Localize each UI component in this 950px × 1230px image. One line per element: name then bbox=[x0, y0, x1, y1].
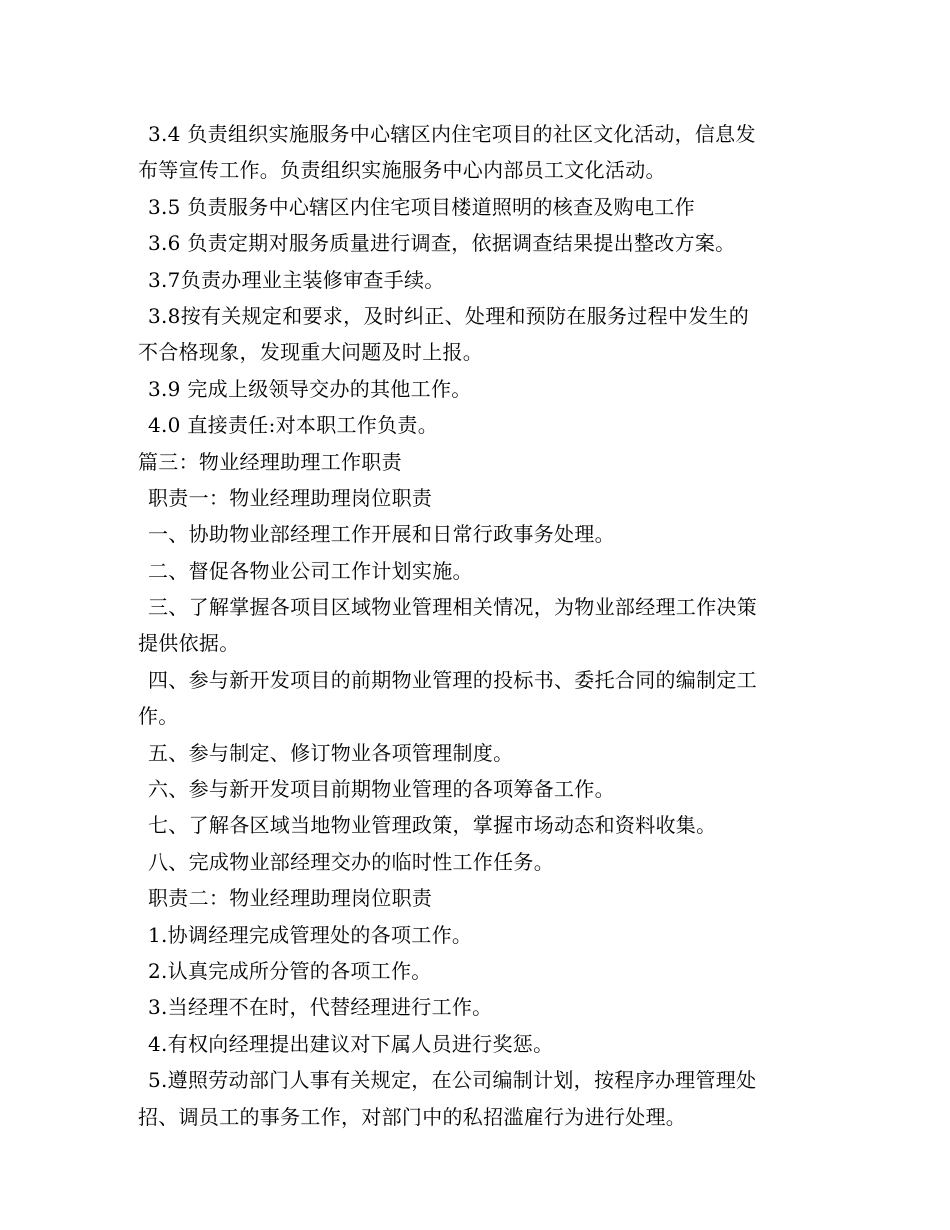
text-line: 不合格现象，发现重大问题及时上报。 bbox=[138, 340, 484, 365]
text-line: 四、参与新开发项目的前期物业管理的投标书、委托合同的编制定工 bbox=[148, 667, 757, 692]
text-line: 招、调员工的事务工作，对部门中的私招滥雇行为进行处理。 bbox=[138, 1104, 687, 1129]
text-line: 3.6 负责定期对服务质量进行调查，依据调查结果提出整改方案。 bbox=[148, 231, 736, 256]
document-page bbox=[138, 116, 818, 1135]
text-line: 3.9 完成上级领导交办的其他工作。 bbox=[148, 376, 472, 401]
text-line: 八、完成物业部经理交办的临时性工作任务。 bbox=[148, 849, 554, 874]
text-line: 职责一：物业经理助理岗位职责 bbox=[148, 485, 433, 510]
text-line: 六、参与新开发项目前期物业管理的各项筹备工作。 bbox=[148, 777, 615, 802]
text-line: 5.遵照劳动部门人事有关规定，在公司编制计划，按程序办理管理处 bbox=[148, 1068, 757, 1093]
text-line: 职责二：物业经理助理岗位职责 bbox=[148, 886, 433, 911]
text-line: 3.7负责办理业主装修审查手续。 bbox=[148, 267, 445, 292]
text-line: 五、参与制定、修订物业各项管理制度。 bbox=[148, 740, 514, 765]
text-line: 篇三：物业经理助理工作职责 bbox=[138, 449, 402, 474]
text-line: 作。 bbox=[138, 704, 179, 729]
text-line: 布等宣传工作。负责组织实施服务中心内部员工文化活动。 bbox=[138, 158, 666, 183]
text-line: 4.有权向经理提出建议对下属人员进行奖惩。 bbox=[148, 1031, 554, 1056]
text-line: 1.协调经理完成管理处的各项工作。 bbox=[148, 922, 473, 947]
text-line: 一、协助物业部经理工作开展和日常行政事务处理。 bbox=[148, 522, 615, 547]
text-line: 七、了解各区域当地物业管理政策，掌握市场动态和资料收集。 bbox=[148, 813, 717, 838]
text-line: 2.认真完成所分管的各项工作。 bbox=[148, 958, 432, 983]
text-line: 3.当经理不在时，代替经理进行工作。 bbox=[148, 995, 493, 1020]
text-line: 3.4 负责组织实施服务中心辖区内住宅项目的社区文化活动，信息发 bbox=[148, 122, 756, 146]
text-line: 提供依据。 bbox=[138, 631, 240, 656]
text-line: 3.5 负责服务中心辖区内住宅项目楼道照明的核查及购电工作 bbox=[148, 194, 695, 219]
text-line: 4.0 直接责任:对本职工作负责。 bbox=[148, 413, 439, 438]
text-line: 二、督促各物业公司工作计划实施。 bbox=[148, 558, 473, 583]
text-line: 三、了解掌握各项目区域物业管理相关情况，为物业部经理工作决策 bbox=[148, 595, 757, 620]
text-line: 3.8按有关规定和要求，及时纠正、处理和预防在服务过程中发生的 bbox=[148, 303, 750, 328]
